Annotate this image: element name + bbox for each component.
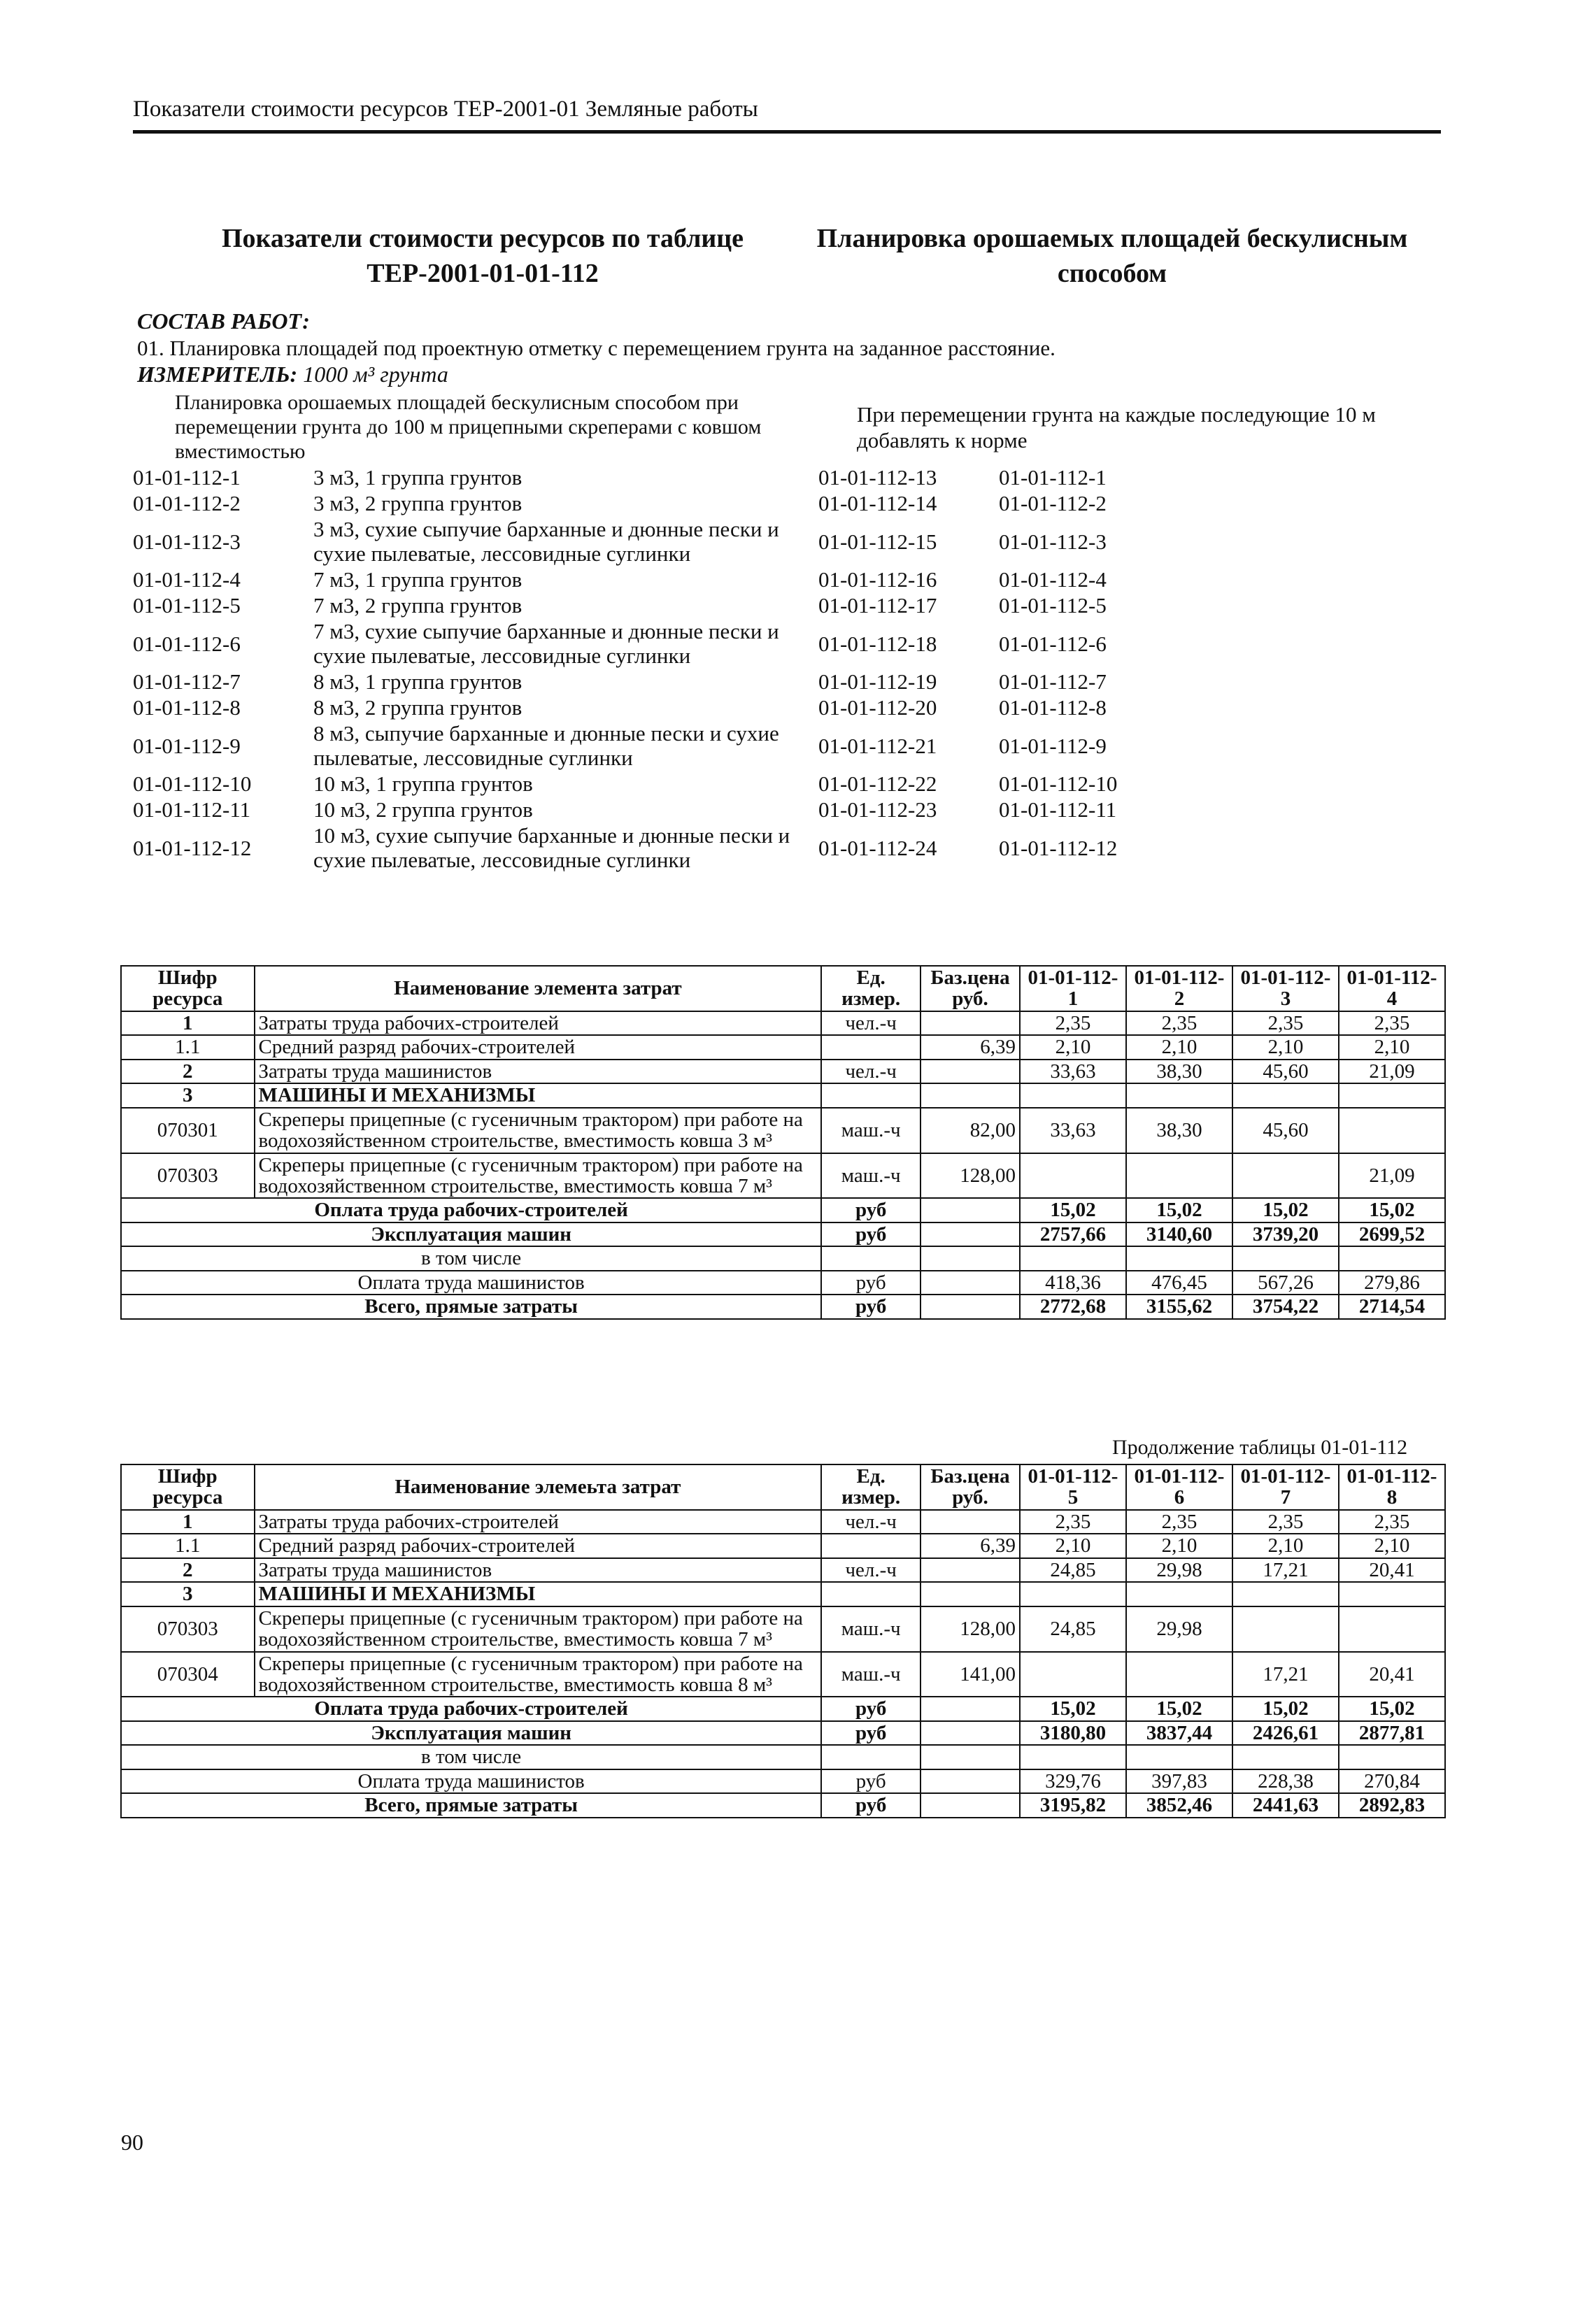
summary-value: 3852,46 bbox=[1126, 1793, 1232, 1817]
cell-price bbox=[921, 1083, 1020, 1107]
cell-value bbox=[1232, 1153, 1339, 1199]
col-header-norm: 01-01-112-4 bbox=[1339, 966, 1445, 1011]
item-add-code: 01-01-112-15 bbox=[818, 529, 937, 554]
cell-name: МАШИНЫ И МЕХАНИЗМЫ bbox=[255, 1083, 822, 1107]
summary-value: 3754,22 bbox=[1232, 1295, 1339, 1318]
item-description: 3 м3, сухие сыпучие барханные и дюнные пески и сухие пылеватые, лессовидные суглинки bbox=[313, 517, 779, 566]
summary-empty bbox=[921, 1721, 1020, 1745]
summary-value: 2757,66 bbox=[1020, 1222, 1126, 1246]
col-header-norm: 01-01-112-3 bbox=[1232, 966, 1339, 1011]
list-item bbox=[133, 517, 1322, 566]
cell-price bbox=[921, 1558, 1020, 1582]
cell-value: 20,41 bbox=[1339, 1558, 1445, 1582]
cell-name: Затраты труда машинистов bbox=[255, 1558, 822, 1582]
cell-price bbox=[921, 1060, 1020, 1083]
cell-code: 3 bbox=[121, 1582, 255, 1606]
summary-name: в том числе bbox=[121, 1246, 821, 1270]
item-add-code: 01-01-112-23 bbox=[818, 797, 937, 822]
summary-value: 3837,44 bbox=[1126, 1721, 1232, 1745]
item-base-code: 01-01-112-1 bbox=[999, 465, 1107, 490]
item-description: 7 м3, 1 группа грунтов bbox=[313, 567, 523, 592]
col-header-code: Шифр ресурса bbox=[121, 1464, 255, 1510]
summary-value bbox=[1339, 1745, 1445, 1769]
table-row bbox=[121, 1582, 1445, 1606]
table-row bbox=[121, 1652, 1445, 1697]
item-add-code: 01-01-112-19 bbox=[818, 669, 937, 694]
item-base-code: 01-01-112-6 bbox=[999, 631, 1107, 656]
cell-price: 6,39 bbox=[921, 1035, 1020, 1059]
item-description: 7 м3, сухие сыпучие барханные и дюнные пески и сухие пылеватые, лессовидные суглинки bbox=[313, 619, 779, 668]
summary-value: 3140,60 bbox=[1126, 1222, 1232, 1246]
cell-value bbox=[1020, 1582, 1126, 1606]
summary-value bbox=[1020, 1745, 1126, 1769]
cell-code: 070304 bbox=[121, 1652, 255, 1697]
meter-label: ИЗМЕРИТЕЛЬ: bbox=[137, 362, 298, 387]
cell-unit: чел.-ч bbox=[821, 1510, 921, 1534]
cell-value: 2,10 bbox=[1339, 1035, 1445, 1059]
cell-value: 2,35 bbox=[1126, 1011, 1232, 1035]
summary-empty bbox=[921, 1295, 1020, 1318]
item-code: 01-01-112-5 bbox=[133, 593, 241, 618]
summary-value: 3195,82 bbox=[1020, 1793, 1126, 1817]
table-row bbox=[121, 1534, 1445, 1557]
summary-row bbox=[121, 1295, 1445, 1318]
list-item bbox=[133, 619, 1322, 668]
cell-price: 141,00 bbox=[921, 1652, 1020, 1697]
cell-name: МАШИНЫ И МЕХАНИЗМЫ bbox=[255, 1582, 822, 1606]
cell-name: Затраты труда машинистов bbox=[255, 1060, 822, 1083]
cell-code: 1.1 bbox=[121, 1534, 255, 1557]
cell-price: 6,39 bbox=[921, 1534, 1020, 1557]
summary-name: Эксплуатация машин bbox=[121, 1222, 821, 1246]
summary-unit bbox=[821, 1745, 921, 1769]
item-description: 3 м3, 2 группа грунтов bbox=[313, 491, 523, 515]
summary-empty bbox=[921, 1697, 1020, 1720]
cell-price bbox=[921, 1011, 1020, 1035]
cell-value bbox=[1126, 1652, 1232, 1697]
header-rule bbox=[133, 130, 1441, 134]
summary-value bbox=[1232, 1745, 1339, 1769]
col-header-code: Шифр ресурса bbox=[121, 966, 255, 1011]
summary-empty bbox=[921, 1246, 1020, 1270]
summary-row bbox=[121, 1246, 1445, 1270]
page-number: 90 bbox=[121, 2130, 143, 2155]
cell-price: 128,00 bbox=[921, 1153, 1020, 1199]
cell-unit bbox=[821, 1534, 921, 1557]
summary-value: 476,45 bbox=[1126, 1271, 1232, 1295]
col-header-name: Наименование элемеьта затрат bbox=[255, 1464, 822, 1510]
composition-item: 01. Планировка площадей под проектную отметку с перемещением грунта на заданное расстояние. bbox=[137, 336, 1056, 360]
summary-value: 397,83 bbox=[1126, 1769, 1232, 1793]
summary-value: 2892,83 bbox=[1339, 1793, 1445, 1817]
summary-empty bbox=[921, 1769, 1020, 1793]
summary-unit: руб bbox=[821, 1793, 921, 1817]
table-row bbox=[121, 1060, 1445, 1083]
item-description: 8 м3, 2 группа грунтов bbox=[313, 695, 523, 720]
col-header-norm: 01-01-112-6 bbox=[1126, 1464, 1232, 1510]
item-description: 7 м3, 2 группа грунтов bbox=[313, 593, 523, 618]
item-add-code: 01-01-112-18 bbox=[818, 631, 937, 656]
col-header-norm: 01-01-112-1 bbox=[1020, 966, 1126, 1011]
cell-value: 21,09 bbox=[1339, 1153, 1445, 1199]
cell-code: 070303 bbox=[121, 1606, 255, 1652]
summary-value: 228,38 bbox=[1232, 1769, 1339, 1793]
cell-value bbox=[1232, 1083, 1339, 1107]
list-item bbox=[133, 797, 1322, 822]
list-item bbox=[133, 465, 1322, 490]
summary-value bbox=[1232, 1246, 1339, 1270]
cell-unit: маш.-ч bbox=[821, 1108, 921, 1153]
cell-value: 29,98 bbox=[1126, 1606, 1232, 1652]
cell-value: 24,85 bbox=[1020, 1606, 1126, 1652]
cell-value: 2,35 bbox=[1232, 1011, 1339, 1035]
cell-value: 29,98 bbox=[1126, 1558, 1232, 1582]
continuation-label: Продолжение таблицы 01-01-112 bbox=[1112, 1436, 1408, 1459]
cell-name: Скреперы прицепные (с гусеничным трактором) при работе на водохозяйственном строительстве, вместимость ковша 8 м³ bbox=[255, 1652, 822, 1697]
cell-code: 2 bbox=[121, 1558, 255, 1582]
summary-value: 15,02 bbox=[1232, 1198, 1339, 1222]
composition-label: СОСТАВ РАБОТ: bbox=[137, 308, 310, 334]
summary-value: 15,02 bbox=[1020, 1198, 1126, 1222]
cell-value: 2,35 bbox=[1339, 1011, 1445, 1035]
list-item bbox=[133, 771, 1322, 796]
item-base-code: 01-01-112-7 bbox=[999, 669, 1107, 694]
table-row bbox=[121, 1011, 1445, 1035]
summary-value: 418,36 bbox=[1020, 1271, 1126, 1295]
item-description: 10 м3, 1 группа грунтов bbox=[313, 771, 533, 796]
summary-empty bbox=[921, 1271, 1020, 1295]
item-description: 8 м3, сыпучие барханные и дюнные пески и сухие пылеватые, лессовидные суглинки bbox=[313, 721, 779, 770]
table-row bbox=[121, 1606, 1445, 1652]
cell-unit: чел.-ч bbox=[821, 1060, 921, 1083]
cell-value: 2,10 bbox=[1020, 1534, 1126, 1557]
col-header-unit: Ед. измер. bbox=[821, 966, 921, 1011]
summary-row bbox=[121, 1198, 1445, 1222]
summary-unit bbox=[821, 1246, 921, 1270]
summary-value: 15,02 bbox=[1339, 1697, 1445, 1720]
summary-value: 2441,63 bbox=[1232, 1793, 1339, 1817]
item-base-code: 01-01-112-9 bbox=[999, 733, 1107, 758]
table-row bbox=[121, 1510, 1445, 1534]
cell-code: 070301 bbox=[121, 1108, 255, 1153]
table-row bbox=[121, 1558, 1445, 1582]
cell-value: 33,63 bbox=[1020, 1108, 1126, 1153]
cell-name: Скреперы прицепные (с гусеничным трактором) при работе на водохозяйственном строительстве, вместимость ковша 7 м³ bbox=[255, 1153, 822, 1199]
list-item bbox=[133, 567, 1322, 592]
item-add-code: 01-01-112-21 bbox=[818, 733, 937, 758]
summary-value bbox=[1020, 1246, 1126, 1270]
cell-value: 2,35 bbox=[1020, 1510, 1126, 1534]
summary-value: 15,02 bbox=[1126, 1697, 1232, 1720]
cell-code: 1.1 bbox=[121, 1035, 255, 1059]
work-description: Планировка орошаемых площадей бескулисным способом при перемещении грунта до 100 м прицепными скреперами с ковшом вместимостью bbox=[175, 391, 762, 463]
item-add-code: 01-01-112-13 bbox=[818, 465, 937, 490]
cell-value bbox=[1020, 1652, 1126, 1697]
cell-code: 070303 bbox=[121, 1153, 255, 1199]
cell-value bbox=[1232, 1606, 1339, 1652]
summary-empty bbox=[921, 1222, 1020, 1246]
item-description: 10 м3, 2 группа грунтов bbox=[313, 797, 533, 822]
cell-code: 1 bbox=[121, 1011, 255, 1035]
table-row bbox=[121, 1153, 1445, 1199]
col-header-price: Баз.цена руб. bbox=[921, 1464, 1020, 1510]
summary-value: 567,26 bbox=[1232, 1271, 1339, 1295]
summary-row bbox=[121, 1697, 1445, 1720]
cell-value bbox=[1126, 1083, 1232, 1107]
cell-value bbox=[1339, 1582, 1445, 1606]
cell-name: Затраты труда рабочих-строителей bbox=[255, 1510, 822, 1534]
running-header: Показатели стоимости ресурсов ТЕР-2001-01 Земляные работы bbox=[133, 97, 758, 122]
summary-unit: руб bbox=[821, 1769, 921, 1793]
item-base-code: 01-01-112-10 bbox=[999, 771, 1118, 796]
item-add-code: 01-01-112-16 bbox=[818, 567, 937, 592]
cell-value: 45,60 bbox=[1232, 1108, 1339, 1153]
additional-note: При перемещении грунта на каждые последующие 10 м добавлять к норме bbox=[857, 402, 1376, 452]
item-description: 3 м3, 1 группа грунтов bbox=[313, 465, 523, 490]
table-row bbox=[121, 1035, 1445, 1059]
item-code: 01-01-112-1 bbox=[133, 465, 241, 490]
cell-unit: маш.-ч bbox=[821, 1153, 921, 1199]
summary-name: Эксплуатация машин bbox=[121, 1721, 821, 1745]
cell-price: 128,00 bbox=[921, 1606, 1020, 1652]
summary-value: 2772,68 bbox=[1020, 1295, 1126, 1318]
cell-unit bbox=[821, 1035, 921, 1059]
summary-row bbox=[121, 1745, 1445, 1769]
summary-value: 2699,52 bbox=[1339, 1222, 1445, 1246]
cell-unit bbox=[821, 1083, 921, 1107]
cost-table-1 bbox=[120, 965, 1446, 1320]
cell-value bbox=[1126, 1582, 1232, 1606]
summary-value bbox=[1126, 1745, 1232, 1769]
summary-value: 15,02 bbox=[1126, 1198, 1232, 1222]
summary-row bbox=[121, 1793, 1445, 1817]
col-header-norm: 01-01-112-2 bbox=[1126, 966, 1232, 1011]
cell-value: 17,21 bbox=[1232, 1558, 1339, 1582]
summary-unit: руб bbox=[821, 1222, 921, 1246]
summary-value: 15,02 bbox=[1339, 1198, 1445, 1222]
summary-row bbox=[121, 1271, 1445, 1295]
cell-value: 21,09 bbox=[1339, 1060, 1445, 1083]
cell-value: 2,10 bbox=[1232, 1534, 1339, 1557]
summary-empty bbox=[921, 1745, 1020, 1769]
col-header-name: Наименование элемента затрат bbox=[255, 966, 822, 1011]
summary-row bbox=[121, 1769, 1445, 1793]
item-code: 01-01-112-3 bbox=[133, 529, 241, 554]
list-item bbox=[133, 491, 1322, 515]
cell-value bbox=[1020, 1083, 1126, 1107]
cell-value: 2,35 bbox=[1232, 1510, 1339, 1534]
cell-name: Затраты труда рабочих-строителей bbox=[255, 1011, 822, 1035]
list-item bbox=[133, 593, 1322, 618]
summary-name: Оплата труда рабочих-строителей bbox=[121, 1697, 821, 1720]
meter-value: 1000 м³ грунта bbox=[303, 362, 448, 387]
summary-value: 15,02 bbox=[1020, 1697, 1126, 1720]
cell-value bbox=[1020, 1153, 1126, 1199]
cell-value bbox=[1232, 1582, 1339, 1606]
cell-value: 45,60 bbox=[1232, 1060, 1339, 1083]
item-base-code: 01-01-112-4 bbox=[999, 567, 1107, 592]
summary-value: 2877,81 bbox=[1339, 1721, 1445, 1745]
col-header-unit: Ед. измер. bbox=[821, 1464, 921, 1510]
norm-list bbox=[133, 465, 1322, 874]
cell-name: Скреперы прицепные (с гусеничным трактором) при работе на водохозяйственном строительстве, вместимость ковша 7 м³ bbox=[255, 1606, 822, 1652]
item-base-code: 01-01-112-2 bbox=[999, 491, 1107, 515]
summary-name: Оплата труда машинистов bbox=[121, 1769, 821, 1793]
item-description: 8 м3, 1 группа грунтов bbox=[313, 669, 523, 694]
summary-value: 3739,20 bbox=[1232, 1222, 1339, 1246]
item-code: 01-01-112-6 bbox=[133, 631, 241, 656]
cell-unit: маш.-ч bbox=[821, 1606, 921, 1652]
cell-price: 82,00 bbox=[921, 1108, 1020, 1153]
cost-table-2 bbox=[120, 1464, 1446, 1818]
summary-unit: руб bbox=[821, 1721, 921, 1745]
list-item bbox=[133, 823, 1322, 872]
cell-value: 33,63 bbox=[1020, 1060, 1126, 1083]
cell-value: 2,35 bbox=[1020, 1011, 1126, 1035]
summary-name: Оплата труда машинистов bbox=[121, 1271, 821, 1295]
summary-value: 2426,61 bbox=[1232, 1721, 1339, 1745]
cell-code: 3 bbox=[121, 1083, 255, 1107]
list-item bbox=[133, 721, 1322, 770]
cell-value: 2,10 bbox=[1339, 1534, 1445, 1557]
cell-value: 2,10 bbox=[1126, 1534, 1232, 1557]
cell-value bbox=[1339, 1108, 1445, 1153]
item-add-code: 01-01-112-14 bbox=[818, 491, 937, 515]
summary-unit: руб bbox=[821, 1295, 921, 1318]
summary-value: 2714,54 bbox=[1339, 1295, 1445, 1318]
item-base-code: 01-01-112-12 bbox=[999, 835, 1118, 860]
summary-unit: руб bbox=[821, 1198, 921, 1222]
item-code: 01-01-112-11 bbox=[133, 797, 251, 822]
work-title: Планировка орошаемых площадей бескулисным способом bbox=[816, 224, 1408, 289]
cell-name: Средний разряд рабочих-строителей bbox=[255, 1534, 822, 1557]
col-header-price: Баз.цена руб. bbox=[921, 966, 1020, 1011]
item-base-code: 01-01-112-8 bbox=[999, 695, 1107, 720]
item-add-code: 01-01-112-24 bbox=[818, 835, 937, 860]
summary-value bbox=[1339, 1246, 1445, 1270]
cell-code: 1 bbox=[121, 1510, 255, 1534]
item-code: 01-01-112-8 bbox=[133, 695, 241, 720]
cell-value: 2,35 bbox=[1339, 1510, 1445, 1534]
cell-value: 2,10 bbox=[1126, 1035, 1232, 1059]
summary-value: 3180,80 bbox=[1020, 1721, 1126, 1745]
summary-value: 279,86 bbox=[1339, 1271, 1445, 1295]
cell-price bbox=[921, 1510, 1020, 1534]
summary-value: 270,84 bbox=[1339, 1769, 1445, 1793]
cell-unit bbox=[821, 1582, 921, 1606]
cell-value bbox=[1339, 1083, 1445, 1107]
cell-price bbox=[921, 1582, 1020, 1606]
summary-value: 3155,62 bbox=[1126, 1295, 1232, 1318]
cell-unit: чел.-ч bbox=[821, 1011, 921, 1035]
cell-value: 20,41 bbox=[1339, 1652, 1445, 1697]
summary-name: Оплата труда рабочих-строителей bbox=[121, 1198, 821, 1222]
item-description: 10 м3, сухие сыпучие барханные и дюнные пески и сухие пылеватые, лессовидные суглинки bbox=[313, 823, 790, 872]
summary-value: 15,02 bbox=[1232, 1697, 1339, 1720]
cell-value: 2,10 bbox=[1020, 1035, 1126, 1059]
item-code: 01-01-112-4 bbox=[133, 567, 241, 592]
item-code: 01-01-112-10 bbox=[133, 771, 252, 796]
item-base-code: 01-01-112-11 bbox=[999, 797, 1117, 822]
cell-name: Средний разряд рабочих-строителей bbox=[255, 1035, 822, 1059]
cell-name: Скреперы прицепные (с гусеничным трактором) при работе на водохозяйственном строительстве, вместимость ковша 3 м³ bbox=[255, 1108, 822, 1153]
cell-unit: маш.-ч bbox=[821, 1652, 921, 1697]
col-header-norm: 01-01-112-7 bbox=[1232, 1464, 1339, 1510]
table-row bbox=[121, 1108, 1445, 1153]
item-add-code: 01-01-112-17 bbox=[818, 593, 937, 618]
cell-value: 2,10 bbox=[1232, 1035, 1339, 1059]
item-code: 01-01-112-2 bbox=[133, 491, 241, 515]
summary-row bbox=[121, 1721, 1445, 1745]
cell-unit: чел.-ч bbox=[821, 1558, 921, 1582]
summary-name: Всего, прямые затраты bbox=[121, 1793, 821, 1817]
summary-value bbox=[1126, 1246, 1232, 1270]
item-base-code: 01-01-112-3 bbox=[999, 529, 1107, 554]
table-row bbox=[121, 1083, 1445, 1107]
cell-value: 38,30 bbox=[1126, 1060, 1232, 1083]
summary-empty bbox=[921, 1198, 1020, 1222]
item-code: 01-01-112-7 bbox=[133, 669, 241, 694]
summary-row bbox=[121, 1222, 1445, 1246]
summary-empty bbox=[921, 1793, 1020, 1817]
cell-value bbox=[1126, 1153, 1232, 1199]
meter-line bbox=[137, 362, 448, 387]
summary-name: Всего, прямые затраты bbox=[121, 1295, 821, 1318]
cell-code: 2 bbox=[121, 1060, 255, 1083]
list-item bbox=[133, 695, 1322, 720]
col-header-norm: 01-01-112-8 bbox=[1339, 1464, 1445, 1510]
list-item bbox=[133, 669, 1322, 694]
summary-value: 329,76 bbox=[1020, 1769, 1126, 1793]
table-title: Показатели стоимости ресурсов по таблице ТЕР-2001-01-01-112 bbox=[221, 224, 744, 289]
cell-value: 17,21 bbox=[1232, 1652, 1339, 1697]
cell-value: 24,85 bbox=[1020, 1558, 1126, 1582]
item-code: 01-01-112-9 bbox=[133, 733, 241, 758]
summary-name: в том числе bbox=[121, 1745, 821, 1769]
item-add-code: 01-01-112-22 bbox=[818, 771, 937, 796]
summary-unit: руб bbox=[821, 1697, 921, 1720]
cell-value bbox=[1339, 1606, 1445, 1652]
item-add-code: 01-01-112-20 bbox=[818, 695, 937, 720]
cell-value: 38,30 bbox=[1126, 1108, 1232, 1153]
col-header-norm: 01-01-112-5 bbox=[1020, 1464, 1126, 1510]
summary-unit: руб bbox=[821, 1271, 921, 1295]
item-code: 01-01-112-12 bbox=[133, 835, 252, 860]
item-base-code: 01-01-112-5 bbox=[999, 593, 1107, 618]
cell-value: 2,35 bbox=[1126, 1510, 1232, 1534]
